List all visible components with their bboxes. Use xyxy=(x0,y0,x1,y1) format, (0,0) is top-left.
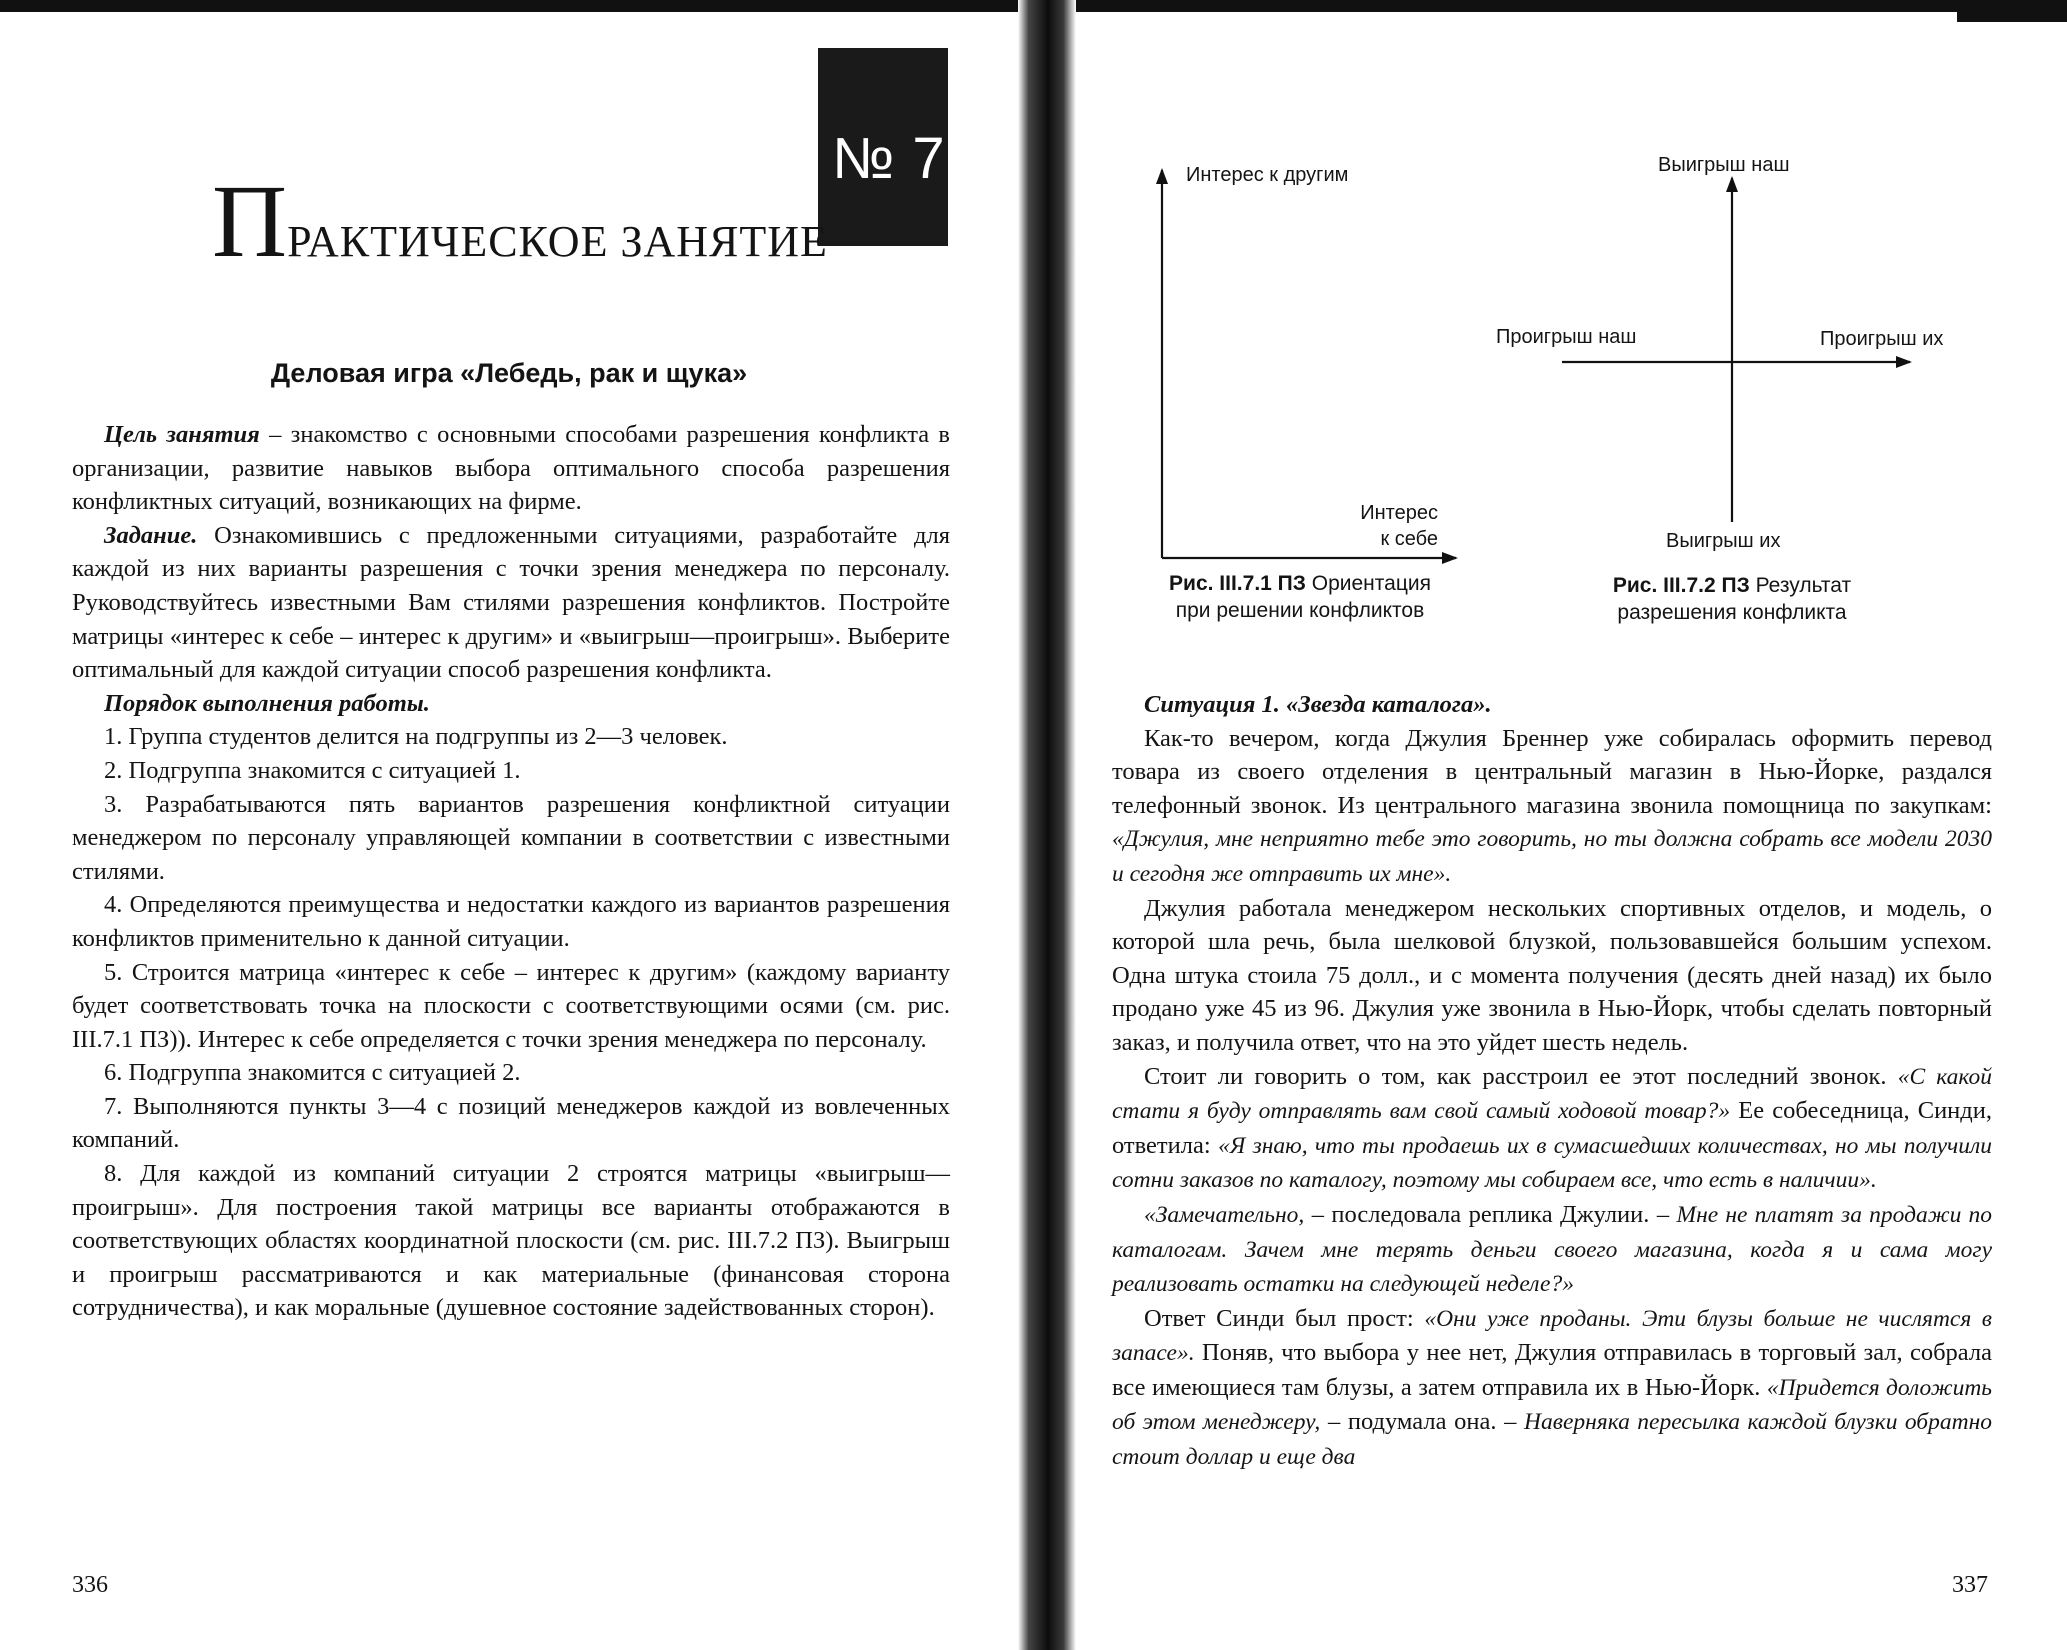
quote-text: Мне не платят за продажи по каталогам. Зачем мне терять деньги своего магазина, когда я и сама могу реализовать остатки на следующей неделе?» xyxy=(1112,1201,1993,1298)
paragraph-text: 3. Разрабатываются пять вариантов разрешения конфликтной ситуации менеджером по персоналу управляющей компании в соответствии с известными стилями. xyxy=(72,790,950,885)
situation-heading: Ситуация 1. «Звезда каталога». xyxy=(1144,691,1492,718)
chapter-title-rest: РАКТИЧЕСКОЕ ЗАНЯТИЕ xyxy=(287,217,828,266)
y-axis-label: Интерес к другим xyxy=(1186,164,1349,186)
left-paragraph xyxy=(72,418,950,519)
paragraph-text: 1. Группа студентов делится на подгруппы из 2—3 человек. xyxy=(104,723,728,751)
paragraph-text: – знакомство с основными способами разрешения конфликта в организации, развитие навыков выбора оптимального способа разрешения конфликтных ситуаций, возникающих на фирме. xyxy=(72,421,950,516)
figure-outcome xyxy=(1490,150,1990,630)
section-title: Деловая игра «Лебедь, рак и щука» xyxy=(270,358,748,388)
figure-orientation-caption xyxy=(1110,570,1490,624)
left-axis-label: Проигрыш наш xyxy=(1496,326,1637,348)
paragraph-text: 8. Для каждой из компаний ситуации 2 строятся матрицы «выигрыш—проигрыш». Для построения такой матрицы все варианты отображаются в соответствующих областях координатной плоскости (см. рис. III.7.2 ПЗ). Выигрыш и проигрыш рассматриваются и как материальные (финансовая сторона сотрудничества), и как моральные (душевное состояние задействованных сторон). xyxy=(72,1160,950,1322)
right-paragraph xyxy=(1112,1198,1992,1302)
x-axis-label-line1: Интерес xyxy=(1360,502,1438,524)
right-paragraph xyxy=(1112,892,1992,1060)
page-number-right: 337 xyxy=(1952,1572,1988,1598)
book-spine-shadow-right xyxy=(1048,0,1076,1650)
paragraph-text: Ознакомившись с предложенными ситуациями, разработайте для каждой из них варианты разрешения с точки зрения менеджера по персоналу. Руководствуйтесь известными Вам стилями разрешения конфликтов. Постройте матрицы «интерес к себе – интерес к другим» и «выигрыш—проигрыш». Выберите оптимальный для каждой ситуации способ разрешения конфликта. xyxy=(72,521,950,684)
paragraph-text: Ее собеседница, Синди, ответила: xyxy=(1112,1097,1992,1159)
chapter-title-initial: П xyxy=(212,164,288,279)
figure-outcome-caption xyxy=(1490,572,1974,626)
left-paragraph xyxy=(72,1157,950,1325)
left-page-body xyxy=(72,418,950,1325)
left-page xyxy=(0,0,1018,1650)
paragraph-text: – подумала она. – xyxy=(1320,1408,1525,1436)
paragraph-lead: Порядок выполнения работы. xyxy=(104,689,430,717)
paragraph-text: Поняв, что выбора у нее нет, Джулия отправилась в торговый зал, собрала все имеющиеся там блузы, а затем отправила их в Нью-Йорк. xyxy=(1112,1339,1992,1401)
quote-text: «Я знаю, что ты продаешь их в сумасшедших количествах, но мы получили сотни заказов по каталогу, поэтому мы собираем все, что есть в наличии». xyxy=(1112,1132,1992,1194)
scan-top-right-edge xyxy=(1957,0,2067,22)
left-paragraph xyxy=(72,888,950,955)
quote-text: «Придется доложить об этом менеджеру, xyxy=(1112,1374,1992,1436)
left-paragraph xyxy=(72,519,950,687)
chapter-title xyxy=(212,164,828,279)
top-axis-label: Выигрыш наш xyxy=(1658,154,1790,176)
figure-orientation-caption-line1: Ориентация xyxy=(1305,572,1431,595)
left-paragraph xyxy=(72,1090,950,1157)
left-paragraph xyxy=(72,720,950,754)
left-paragraph xyxy=(72,754,950,788)
paragraph-lead: Задание. xyxy=(104,521,198,549)
left-paragraph xyxy=(72,788,950,889)
paragraph-text: – последовала реплика Джулии. – xyxy=(1304,1200,1677,1228)
figure-outcome-caption-line1: Результат xyxy=(1749,574,1852,597)
paragraph-text: Как-то вечером, когда Джулия Бреннер уже собиралась оформить перевод товара из своего отделения в центральный магазин в Нью-Йорке, раздался телефонный звонок. Из центрального магазина звонила помощница по закупкам: xyxy=(1112,724,1992,819)
right-paragraph xyxy=(1112,722,1992,892)
figure-outcome-caption-bold: Рис. III.7.2 ПЗ xyxy=(1612,574,1750,597)
paragraph-text: 5. Строится матрица «интерес к себе – интерес к другим» (каждому варианту будет соответствовать точка на плоскости с соответствующими осями (см. рис. III.7.1 ПЗ)). Интерес к себе определяется с точки зрения менеджера по персоналу. xyxy=(72,958,950,1053)
paragraph-text: Ответ Синди был прост: xyxy=(1144,1304,1425,1332)
paragraph-text: 6. Подгруппа знакомится с ситуацией 2. xyxy=(104,1059,521,1087)
right-paragraph xyxy=(1112,1060,1992,1198)
right-axis-label: Проигрыш их xyxy=(1820,328,1944,350)
left-paragraph xyxy=(72,1056,950,1090)
paragraph-lead: Цель занятия xyxy=(104,421,260,448)
paragraph-text: 4. Определяются преимущества и недостатки каждого из вариантов разрешения конфликтов применительно к данной ситуации. xyxy=(72,891,950,952)
figure-outcome-axes xyxy=(1490,150,1990,570)
bottom-axis-label: Выигрыш их xyxy=(1666,530,1781,552)
paragraph-text: Джулия работала менеджером нескольких спортивных отделов, и модель, о которой шла речь, была шелковой блузкой, пользовавшейся большим успехом. Одна штука стоила 75 долл., и с момента получения (десять дней назад) их было продано уже 45 из 96. Джулия уже звонила в Нью-Йорк, чтобы сделать повторный заказ, и получила ответ, что на это уйдет шесть недель. xyxy=(1112,894,1992,1056)
page-number-left: 336 xyxy=(72,1572,108,1598)
quote-text: «Джулия, мне неприятно тебе это говорить, но ты должна собрать все модели 2030 и сегодня же отправить их мне». xyxy=(1112,826,1992,887)
paragraph-text: 2. Подгруппа знакомится с ситуацией 1. xyxy=(104,756,521,784)
figure-orientation-caption-bold: Рис. III.7.1 ПЗ xyxy=(1169,572,1306,595)
quote-text: Наверняка пересылка каждой блузки обратно стоит доллар и еще два xyxy=(1112,1409,1993,1471)
paragraph-text: Стоит ли говорить о том, как расстроил ее этот последний звонок. xyxy=(1144,1062,1898,1090)
quote-text: «С какой стати я буду отправлять вам свой самый ходовой товар?» xyxy=(1112,1063,1992,1125)
left-paragraph xyxy=(72,956,950,1057)
left-paragraph xyxy=(72,687,950,721)
figure-orientation-caption-line2: при решении конфликтов xyxy=(1175,599,1425,622)
figure-orientation xyxy=(1110,150,1490,630)
paragraph-text: 7. Выполняются пункты 3—4 с позиций менеджеров каждой из вовлеченных компаний. xyxy=(72,1092,950,1154)
lesson-number: № 7 xyxy=(832,126,946,191)
x-axis-label-line2: к себе xyxy=(1380,528,1438,550)
quote-text: «Замечательно, xyxy=(1144,1201,1305,1228)
quote-text: «Они уже проданы. Эти блузы больше не числятся в запасе». xyxy=(1112,1305,1992,1367)
right-paragraph xyxy=(1112,1302,1992,1475)
right-page-body xyxy=(1112,688,1992,1475)
figure-outcome-caption-line2: разрешения конфликта xyxy=(1617,601,1847,624)
book-spine-shadow-left xyxy=(1018,0,1048,1650)
